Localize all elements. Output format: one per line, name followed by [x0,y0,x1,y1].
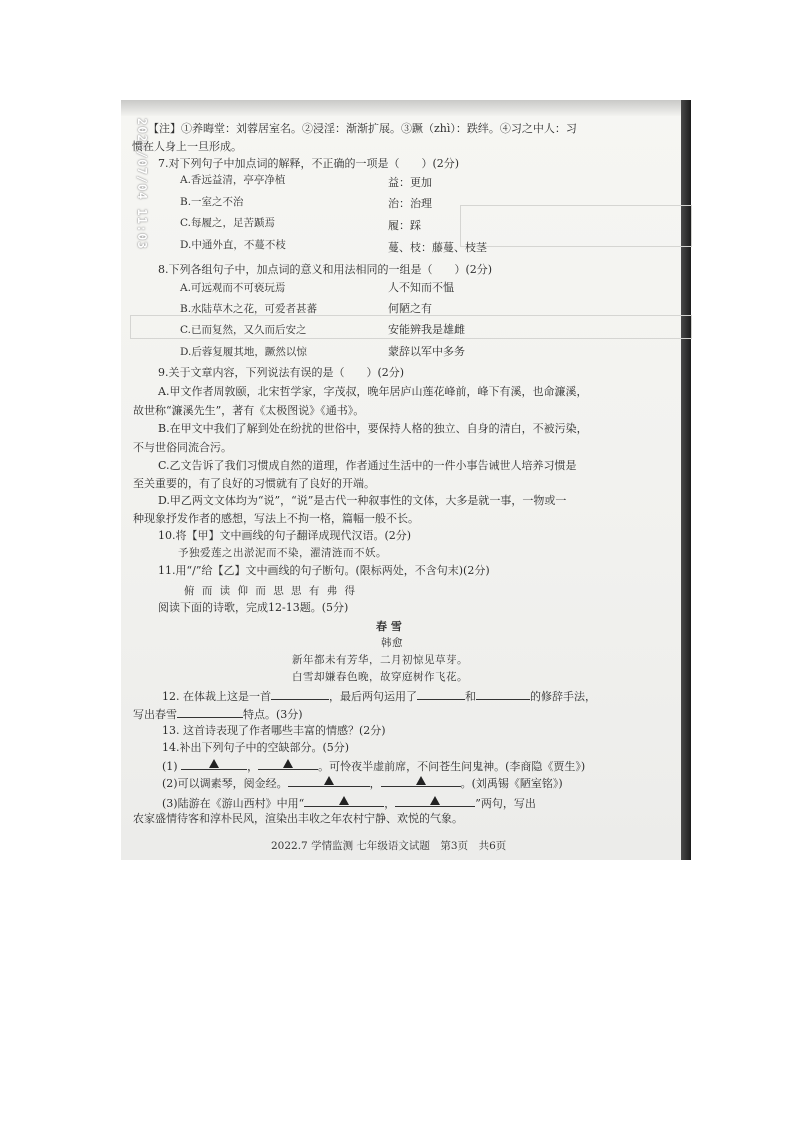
question-14-item-3-cont: 农家盛情待客和淳朴民风，渲染出丰收之年农村宁静、欢悦的气象。 [133,812,463,825]
question-7-stem: 7.对下列句子中加点词的解释，不正确的一项是（ ）(2分) [158,157,460,170]
question-12-line1: 12. 在体裁上这是一首 ，最后两句运用了 和 的修辞手法， [162,690,596,703]
option-right: 何陋之有 [388,302,432,315]
option-left: C.已而复然，又久而后安之 [180,324,307,336]
option-left: B.水陆草木之花，可爱者甚蕃 [180,303,318,315]
triangle-marker-icon [416,776,426,785]
note-line: 惯在人身上一旦形成。 [132,140,242,153]
option-right: 益：更加 [388,176,432,189]
triangle-marker-icon [339,796,349,805]
answer-blank[interactable] [181,758,247,770]
option-right: 人不知而不愠 [388,281,454,294]
option-text: 不与世俗同流合污。 [133,441,232,454]
question-8-stem: 8.下列各组句子中，加点词的意义和用法相同的一组是（ ）(2分) [158,263,493,276]
option-left: A.可远观而不可亵玩焉 [180,282,286,294]
question-11-stem: 11.用“/”给【乙】文中画线的句子断句。(限标两处，不含句末)(2分) [158,564,490,577]
question-14-stem: 14.补出下列句子中的空缺部分。(5分) [162,741,350,754]
answer-blank[interactable] [304,795,384,807]
option-right: 履：踩 [388,219,421,232]
option-text: D.甲乙两文文体均为“说”，“说”是古代一种叙事性的文体，大多是就一事，一物或一 [158,494,567,507]
triangle-marker-icon [283,759,293,768]
triangle-marker-icon [430,796,440,805]
poem-author: 韩愈 [381,637,403,649]
sheet-top-edge [121,100,681,116]
option-text: 至关重要的，有了良好的习惯就有了良好的开端。 [133,477,375,490]
answer-blank[interactable] [288,775,370,787]
question-14-item-2: (2)可以调素琴，阅金经。 ， 。(刘禹锡《陋室铭》) [162,777,563,790]
question-14-item-3: (3)陆游在《游山西村》中用“ ， ”两句，写出 [162,797,536,810]
triangle-marker-icon [209,759,219,768]
timestamp-watermark: 2022/07/04 11:03 [135,118,149,250]
bleed-through-box [460,205,692,247]
answer-blank[interactable] [177,706,243,718]
option-text: C.乙文告诉了我们习惯成自然的道理，作者通过生活中的一件小事告诫世人培养习惯是 [158,459,577,472]
question-13-stem: 13. 这首诗表现了作者哪些丰富的情感？(2分) [162,724,386,737]
option-left: D.中通外直，不蔓不枝 [180,239,286,251]
poem-line: 新年都未有芳华，二月初惊见草芽。 [292,654,468,666]
answer-blank[interactable] [271,688,329,700]
answer-blank[interactable] [395,795,475,807]
option-left: C.每履之，足苦踬焉 [180,217,275,229]
quoted-sentence: 予独爱莲之出淤泥而不染，濯清涟而不妖。 [178,547,387,559]
answer-blank[interactable] [417,688,465,700]
option-text: B.在甲文中我们了解到处在纷扰的世俗中，要保持人格的独立、自身的清白，不被污染， [158,422,588,435]
question-12-line2: 写出春雪 特点。(3分) [133,708,303,721]
page-footer: 2022.7 学情监测 七年级语文试题 第3页 共6页 [271,840,507,852]
option-text: A.甲文作者周敦颐，北宋哲学家，字茂叔，晚年居庐山莲花峰前，峰下有溪，也命濂溪， [158,385,588,398]
question-14-item-1: (1) ， 。可怜夜半虚前席，不问苍生问鬼神。(李商隐《贾生》) [162,760,586,773]
question-10-stem: 10.将【甲】文中画线的句子翻译成现代汉语。(2分) [158,529,412,542]
option-left: B.一室之不治 [180,196,244,208]
triangle-marker-icon [324,776,334,785]
option-right: 安能辨我是雄雌 [388,323,465,336]
option-left: D.后蓉复履其地，蹶然以惊 [180,346,307,358]
option-text: 故世称“濂溪先生”，著有《太极图说》《通书》。 [133,404,365,417]
poem-title: 春 雪 [376,620,402,633]
option-right: 蔓、枝：藤蔓、枝茎 [388,241,487,254]
option-right: 治：治理 [388,197,432,210]
poem-line: 白雪却嫌春色晚，故穿庭树作飞花。 [292,671,468,683]
question-9-stem: 9.关于文章内容，下列说法有误的是（ ）(2分) [158,366,405,379]
answer-blank[interactable] [476,688,530,700]
option-text: 种现象抒发作者的感想，写法上不拘一格，篇幅一般不长。 [133,512,419,525]
quoted-sentence: 俯 而 读 仰 而 思 思 有 弗 得 [184,585,358,597]
note-line: 【注】①养晦堂：刘蓉居室名。②浸淫：渐渐扩展。③蹶（zhì）：跌绊。④习之中人：习 [148,122,577,135]
option-right: 蒙辞以军中多务 [388,345,465,358]
answer-blank[interactable] [381,775,461,787]
answer-blank[interactable] [258,758,318,770]
reading-intro: 阅读下面的诗歌，完成12-13题。(5分) [158,601,349,614]
option-left: A.香远益清，亭亭净植 [180,174,286,186]
